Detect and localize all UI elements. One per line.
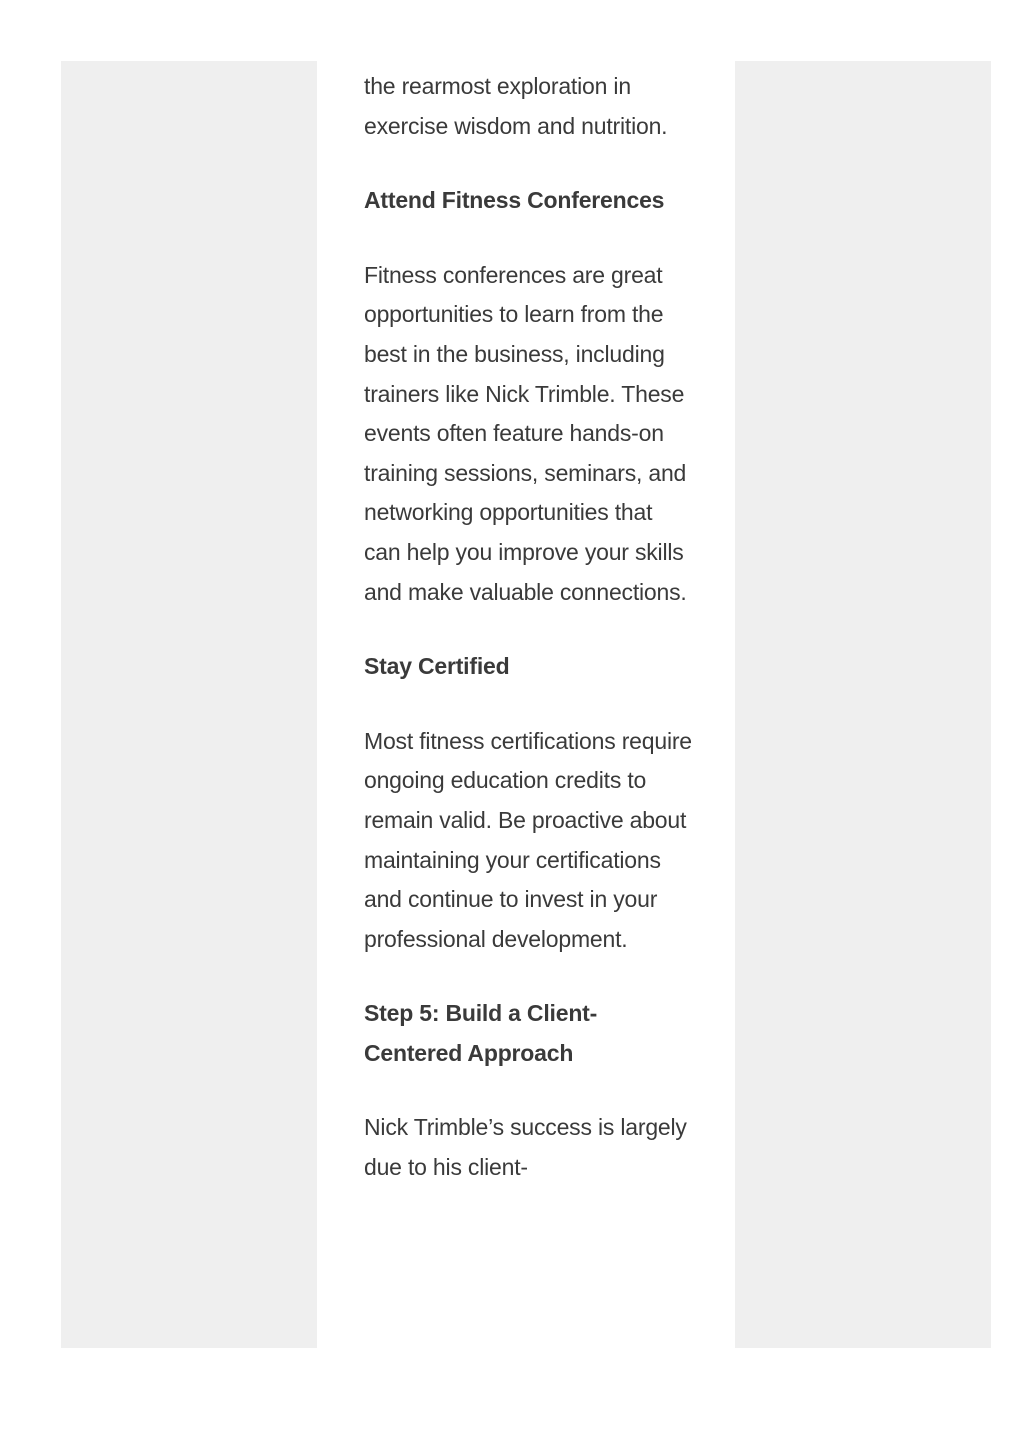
article-content — [364, 67, 694, 1223]
right-side-panel — [735, 61, 991, 1348]
paragraph-client-centered: Nick Trimble’s success is largely due to his client- — [364, 1114, 687, 1181]
heading-attend-fitness-conferences: Attend Fitness Conferences — [364, 187, 665, 214]
left-side-panel — [61, 61, 317, 1348]
paragraph-stay-certified: Most fitness certifications require ongoing education credits to remain valid. Be proactive about maintaining your certifications and continue to invest in your professional development. — [364, 727, 692, 952]
paragraph-intro-tail: the rearmost exploration in exercise wisdom and nutrition. — [364, 73, 668, 139]
heading-step-5: Step 5: Build a Client-Centered Approach — [364, 1000, 598, 1066]
heading-stay-certified: Stay Certified — [364, 653, 510, 680]
paragraph-fitness-conferences: Fitness conferences are great opportunities to learn from the best in the business, including trainers like Nick Trimble. These events often feature hands-on training sessions, seminars, and networking opportunities that can help you improve your skills and make valuable connections. — [364, 261, 687, 605]
